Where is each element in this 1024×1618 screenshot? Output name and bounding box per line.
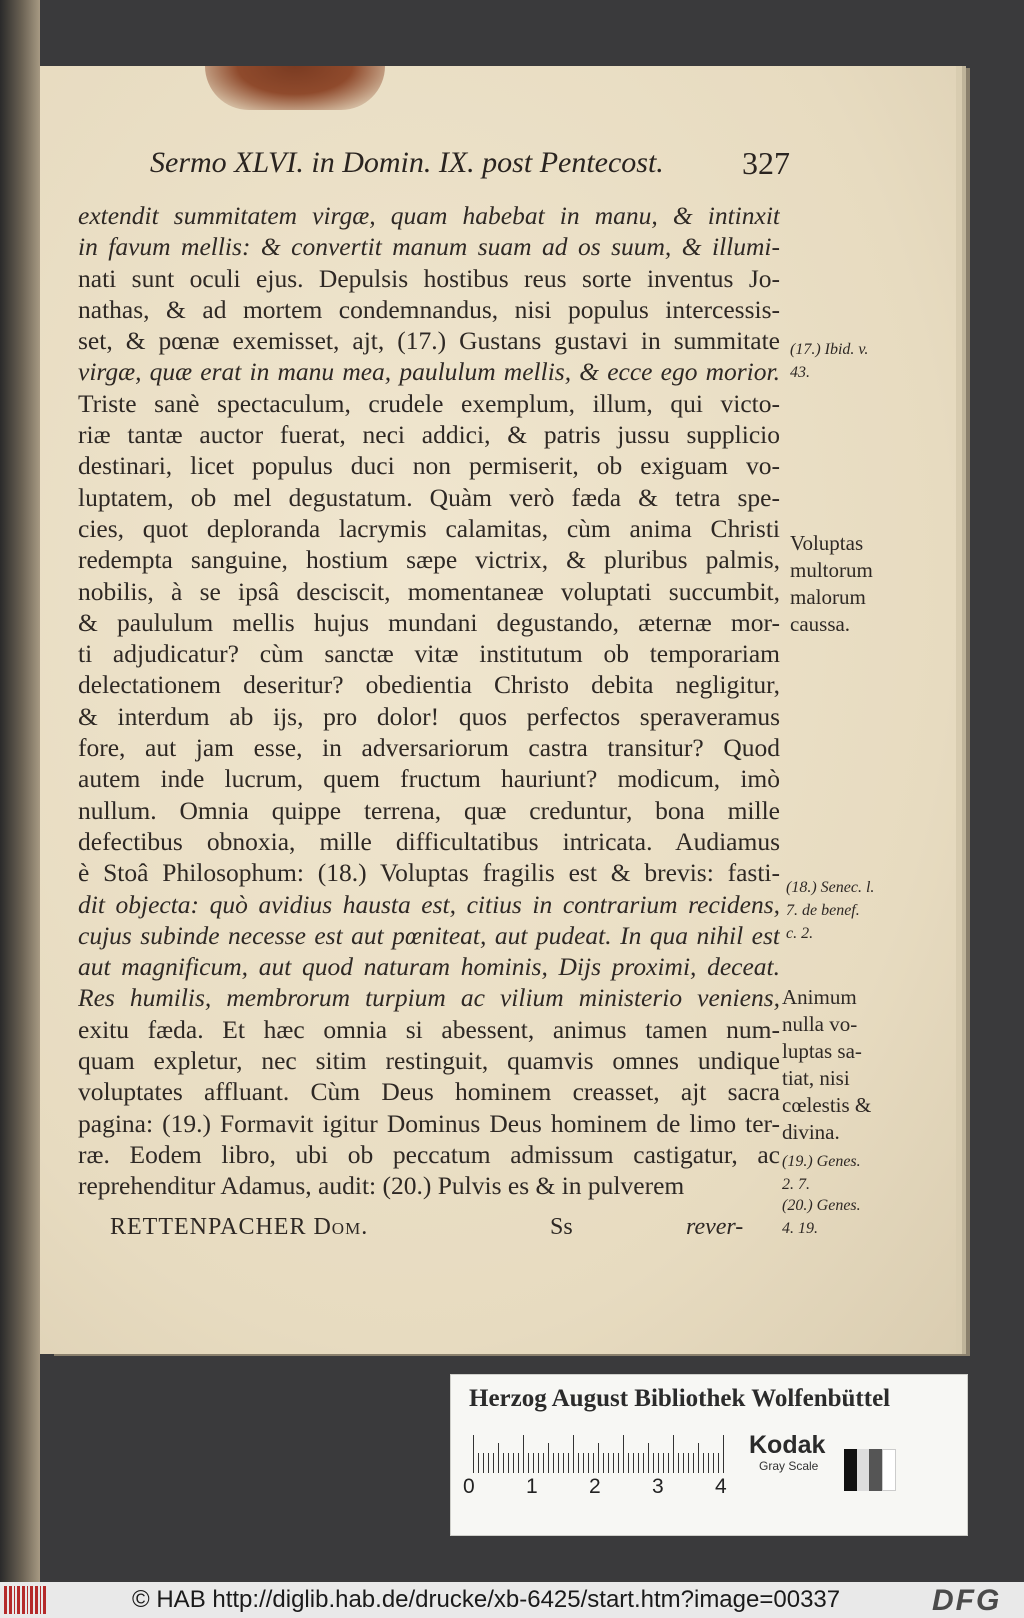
text-line: è Stoâ Philosophum: (18.) Voluptas fragilis est & brevis: fasti- — [78, 858, 780, 888]
text-line: extendit summitatem virgæ, quam habebat in manu, & intinxit — [78, 201, 780, 230]
running-header — [150, 140, 790, 186]
ruler-tick — [493, 1453, 494, 1473]
text-line: quam expletur, nec sitim restinguit, quamvis omnes undique — [78, 1046, 780, 1076]
library-name: Herzog August Bibliothek Wolfenbüttel — [469, 1385, 891, 1412]
ruler-tick — [543, 1453, 544, 1473]
ruler-tick — [653, 1453, 654, 1473]
text-line: autem inde lucrum, quem fructum hauriunt? modicum, imò — [78, 764, 780, 794]
ruler-tick — [628, 1453, 629, 1473]
ruler-number: 0 — [463, 1475, 475, 1498]
ruler-tick — [708, 1453, 709, 1473]
ruler — [473, 1433, 731, 1473]
paper-stain — [205, 66, 385, 110]
text-line: defectibus obnoxia, mille difficultatibus intricata. Audiamus — [78, 826, 780, 856]
margin-note-17: (17.) Ibid. v. 43. — [790, 341, 869, 381]
dfg-logo: DFG — [932, 1584, 1002, 1617]
ruler-tick — [723, 1435, 724, 1473]
margin-topic-animum: Animum nulla vo- luptas sa- tiat, nisi cœlestis & divina. — [782, 985, 872, 1144]
ruler-tick — [538, 1453, 539, 1473]
footer-bar — [0, 1582, 1024, 1618]
ruler-tick — [643, 1453, 644, 1473]
ruler-tick — [613, 1453, 614, 1473]
ruler-tick — [608, 1453, 609, 1473]
main-text-block — [78, 200, 780, 1202]
text-line: reprehenditur Adamus, audit: (20.) Pulvis es & in pulverem — [78, 1171, 685, 1201]
ruler-tick — [663, 1453, 664, 1473]
text-line: ti adjudicatur? cùm sanctæ vitæ institutum ob temporariam — [78, 639, 780, 669]
ruler-tick — [668, 1453, 669, 1473]
ruler-tick — [718, 1453, 719, 1473]
ruler-tick — [633, 1453, 634, 1473]
ruler-tick — [498, 1443, 499, 1473]
catchword: rever- — [686, 1214, 744, 1240]
text-line: nathas, & ad mortem condemnandus, nisi populus intercessis- — [78, 294, 780, 324]
ruler-tick — [518, 1453, 519, 1473]
ruler-tick — [623, 1435, 624, 1473]
text-line: voluptates affluant. Cùm Deus hominem creasset, ajt sacra — [78, 1077, 780, 1107]
text-line: delectationem deseritur? obedientia Christo debita negligitur, — [78, 670, 780, 700]
ruler-number: 3 — [652, 1475, 664, 1498]
ruler-tick — [588, 1453, 589, 1473]
ruler-tick — [698, 1443, 699, 1473]
text-line: Triste sanè spectaculum, crudele exemplum, illum, qui victo- — [78, 388, 780, 418]
text-line: set, & pœnæ exemisset, ajt, (17.) Gustans gustavi in summitate — [78, 326, 780, 356]
text-line: pagina: (19.) Formavit igitur Dominus Deus hominem de limo ter- — [78, 1108, 780, 1138]
ruler-tick — [548, 1443, 549, 1473]
text-line: riæ tantæ auctor fuerat, neci addici, & patris jussu supplicio — [78, 420, 780, 450]
text-line: in favum mellis: & convertit manum suam ad os suum, & illumi- — [78, 232, 780, 262]
text-line: destinari, licet populus duci non permiserit, ob exiguam vo- — [78, 451, 780, 481]
kodak-logo: Kodak — [749, 1431, 826, 1459]
text-line: Res humilis, membrorum turpium ac vilium ministerio veniens, — [78, 983, 780, 1013]
ruler-tick — [573, 1435, 574, 1473]
ruler-tick — [638, 1453, 639, 1473]
ruler-tick — [523, 1435, 524, 1473]
ruler-tick — [508, 1453, 509, 1473]
signature-mark: Ss — [550, 1214, 573, 1240]
margin-note-19: (19.) Genes. 2. 7. — [782, 1153, 861, 1193]
text-line: nobilis, à se ipsâ desciscit, momentaneæ voluptati succumbit, — [78, 576, 780, 606]
ruler-tick — [603, 1453, 604, 1473]
ruler-tick — [578, 1453, 579, 1473]
ruler-tick — [688, 1453, 689, 1473]
ruler-tick — [483, 1453, 484, 1473]
ruler-tick — [713, 1453, 714, 1473]
ruler-tick — [658, 1453, 659, 1473]
ruler-tick — [563, 1453, 564, 1473]
text-line: luptatem, ob mel degustatum. Quàm verò fæda & tetra spe- — [78, 482, 780, 512]
ruler-tick — [488, 1453, 489, 1473]
gray-chips — [844, 1449, 896, 1491]
previous-page-edge — [0, 0, 40, 1590]
running-title: Sermo XLVI. in Domin. IX. post Pentecost. — [150, 146, 664, 179]
signature-line — [110, 1214, 770, 1244]
ruler-number: 1 — [526, 1475, 538, 1498]
page-number: 327 — [742, 144, 790, 181]
text-line: exitu fæda. Et hæc omnia si abessent, animus tamen num- — [78, 1014, 780, 1044]
ruler-tick — [683, 1453, 684, 1473]
ruler-tick — [693, 1453, 694, 1473]
scale-bar — [450, 1374, 968, 1536]
ruler-tick — [678, 1453, 679, 1473]
text-line: & paululum mellis hujus mundani degustando, æternæ mor- — [78, 607, 780, 637]
margin-note-20: (20.) Genes. 4. 19. — [782, 1197, 861, 1237]
text-line: nati sunt oculi ejus. Depulsis hostibus reus sorte inventus Jo- — [78, 263, 780, 293]
text-line: cies, quot deploranda lacrymis calamitas, cùm anima Christi — [78, 513, 780, 543]
ruler-tick — [533, 1453, 534, 1473]
text-line: virgæ, quæ erat in manu mea, paululum mellis, & ecce ego morior. — [78, 357, 780, 387]
text-line: nullum. Omnia quippe terrena, quæ creduntur, bona mille — [78, 795, 780, 825]
margin-note-18: (18.) Senec. l. 7. de benef. c. 2. — [786, 879, 875, 942]
credit-link[interactable]: © HAB http://diglib.hab.de/drucke/xb-6425/start.htm?image=00337 — [132, 1586, 841, 1613]
catchword-author: RETTENPACHER Dom. — [110, 1214, 369, 1240]
ruler-tick — [703, 1453, 704, 1473]
ruler-number: 2 — [589, 1475, 601, 1498]
text-line: dit objecta: quò avidius hausta est, citius in contrarium recidens, — [78, 889, 780, 919]
gray-scale-label: Gray Scale — [759, 1459, 819, 1473]
ruler-tick — [503, 1453, 504, 1473]
ruler-number: 4 — [715, 1475, 727, 1498]
ruler-tick — [673, 1435, 674, 1473]
ruler-tick — [528, 1453, 529, 1473]
margin-topic-voluptas: Voluptas multorum malorum caussa. — [790, 531, 873, 636]
text-line: aut magnificum, aut quod naturam hominis, Dijs proximi, deceat. — [78, 952, 780, 982]
text-line: cujus subinde necesse est aut pœniteat, aut pudeat. In qua nihil est — [78, 920, 780, 950]
barcode-icon — [4, 1586, 48, 1614]
text-line: fore, aut jam esse, in adversariorum castra transitur? Quod — [78, 733, 780, 763]
text-line: & interdum ab ijs, pro dolor! quos perfectos speraveramus — [78, 701, 780, 731]
ruler-tick — [618, 1453, 619, 1473]
ruler-tick — [648, 1443, 649, 1473]
ruler-tick — [558, 1453, 559, 1473]
text-line: redempta sanguine, hostium sæpe victrix, & pluribus palmis, — [78, 545, 780, 575]
ruler-tick — [473, 1435, 474, 1473]
ruler-tick — [598, 1443, 599, 1473]
ruler-tick — [513, 1453, 514, 1473]
ruler-tick — [593, 1453, 594, 1473]
ruler-tick — [568, 1453, 569, 1473]
text-line: ræ. Eodem libro, ubi ob peccatum admissum castigatur, ac — [78, 1139, 780, 1169]
ruler-tick — [478, 1453, 479, 1473]
ruler-tick — [553, 1453, 554, 1473]
ruler-tick — [583, 1453, 584, 1473]
ruler-numbers — [463, 1475, 743, 1501]
